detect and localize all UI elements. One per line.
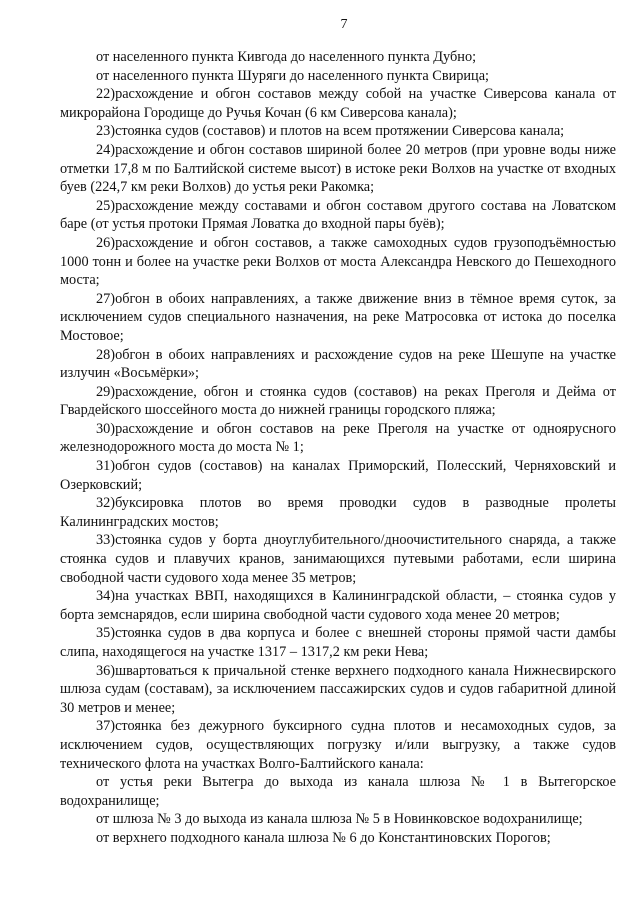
paragraph-text: расхождение и обгон составов, а также самоходных судов грузоподъёмностью 1000 тонн и более на участке реки Волхов от моста Александра Невского до Пешеходного моста; [60,234,616,289]
paragraph-text: расхождение и обгон составов шириной более 20 метров (при уровне воды ниже отметки 17,8 м по Балтийской системе высот) в истоке реки Волхов на участке от входных буев (224,7 км реки Волхов) до устья реки Ракомка; [60,141,616,196]
list-item-number: 28) [96,346,116,363]
list-item-number: 34) [96,588,116,605]
list-item [60,624,616,661]
list-item [60,234,616,290]
paragraph-text: стоянка судов (составов) и плотов на всем протяжении Сиверсова канала; [115,123,565,140]
list-item [60,346,616,383]
list-item [60,587,616,624]
paragraph-text: от верхнего подходного канала шлюза № 6 до Константиновских Порогов; [96,829,551,846]
paragraph-text: стоянка судов в два корпуса и более с внешней стороны прямой части дамбы слипа, находящегося на участке 1317 – 1317,2 км реки Нева; [60,625,616,660]
paragraph-text: расхождение и обгон составов на реке Преголя на участке от одноярусного железнодорожного моста до моста № 1; [60,420,616,456]
paragraph-text: на участках ВВП, находящихся в Калининградской области, – стоянка судов у борта земснарядов, если ширина свободной части судового хода менее 20 метров; [60,588,616,623]
paragraph [60,810,616,829]
paragraph [60,67,616,86]
list-item-number: 31) [96,458,116,475]
list-item-number: 22) [96,86,116,103]
page-number: 7 [340,17,348,32]
paragraph [60,48,616,67]
paragraph [60,773,616,810]
paragraph-text: от шлюза № 3 до выхода из канала шлюза № 5 в Новинковское водохранилище; [96,811,583,828]
paragraph-text: расхождение, обгон и стоянка судов (составов) на реках Преголя и Дейма от Гвардейского шоссейного моста до нижней границы городского пляжа; [60,383,616,419]
paragraph-text: обгон в обоих направлениях и расхождение судов на реке Шешупе на участке излучин «Восьмёрки»; [60,346,616,382]
list-item [60,457,616,494]
list-item-number: 36) [96,662,116,679]
list-item [60,197,616,234]
list-item-number: 27) [96,290,116,307]
paragraph-text: расхождение между составами и обгон составом другого состава на Ловатском баре (от устья протоки Прямая Ловатка до входной пары буёв); [60,197,616,233]
list-item-number: 29) [96,383,116,400]
list-item-number: 37) [96,718,116,735]
paragraph-text: буксировка плотов во время проводки судов в разводные пролеты Калининградских мостов; [60,495,616,530]
document-page [60,0,616,848]
document-body [60,48,616,848]
paragraph-text: швартоваться к причальной стенке верхнего подходного канала Нижнесвирского шлюза судам (составам), за исключением пассажирских судов и судов габаритной длиной 30 метров и менее; [60,662,616,716]
list-item-number: 25) [96,197,116,214]
list-item [60,531,616,587]
list-item-number: 24) [96,141,116,158]
paragraph-text: обгон в обоих направлениях, а также движение вниз в тёмное время суток, за исключением судов специального назначения, на реке Матросовка от истока до поселка Мостовое; [60,290,616,344]
list-item-number: 23) [96,123,116,140]
list-item-number: 35) [96,625,116,642]
list-item [60,122,616,141]
list-item [60,717,616,773]
paragraph-text: стоянка без дежурного буксирного судна плотов и несамоходных судов, за исключением судов, осуществляющих погрузку и/или выгрузку, а также судов технического флота на участках Волго-Балтийского канала: [60,718,616,772]
paragraph-text: стоянка судов у борта дноуглубительного/дноочистительного снаряда, а также стоянка судов и плавучих кранов, занимающихся путевыми работами, если ширина свободной части судового хода менее 35 метров; [60,532,616,586]
list-item [60,662,616,718]
list-item [60,85,616,122]
paragraph-text: от населенного пункта Шуряги до населенного пункта Свирица; [96,67,490,84]
paragraph-text: от населенного пункта Кивгода до населенного пункта Дубно; [96,49,477,65]
list-item-number: 30) [96,420,116,437]
paragraph-text: от устья реки Вытегра до выхода из канала шлюза № 1 в Вытегорское водохранилище; [60,774,616,809]
list-item [60,383,616,420]
list-item-number: 32) [96,495,116,512]
paragraph-text: обгон судов (составов) на каналах Приморский, Полесский, Черняховский и Озерковский; [60,458,616,493]
list-item-number: 33) [96,532,116,549]
paragraph [60,829,616,848]
list-item-number: 26) [96,234,116,251]
list-item [60,141,616,197]
list-item [60,494,616,531]
paragraph-text: расхождение и обгон составов между собой на участке Сиверсова канала от микрорайона Городище до Ручья Кочан (6 км Сиверсова канала); [60,86,616,121]
list-item [60,420,616,457]
list-item [60,290,616,346]
